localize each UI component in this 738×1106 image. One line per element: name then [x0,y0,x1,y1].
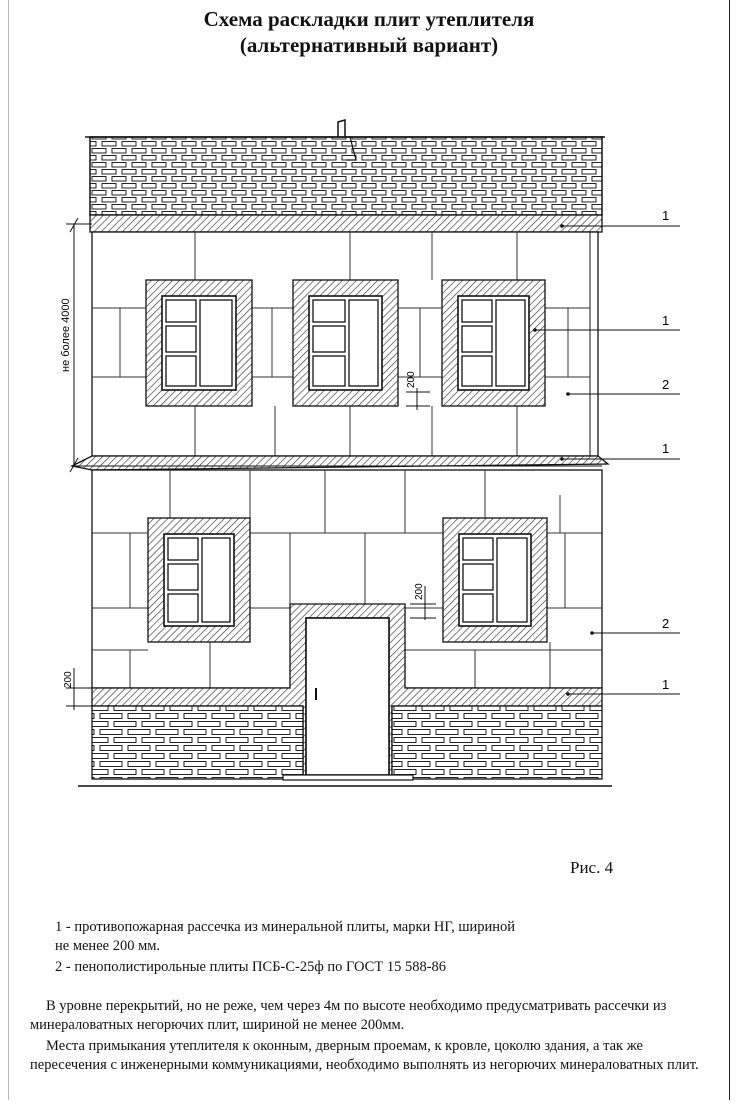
window-lower-right [443,518,547,642]
drawing-title: Схема раскладки плит утеплителя [203,7,535,31]
upper-floor-wall [92,232,598,456]
note-paragraph-2: Места примыкания утеплителя к оконным, дверным проемам, к кровле, цоколю здания, а так же пересечения с инженерными коммуникациями, необходимо выполнять из негорючих минераловатных плит. [30,1038,699,1073]
drawing-subtitle: (альтернативный вариант) [239,33,499,57]
window-upper-middle [293,280,398,406]
callout-1-floor: 1 [662,441,670,456]
dimension-plinth-label: 200 [63,671,74,688]
firebreak-floor [72,456,608,470]
dimension-window-gap-lower-label: 200 [414,583,425,600]
callout-2-upper: 2 [662,377,670,392]
window-upper-right [442,280,545,406]
figure-label: Рис. 4 [570,858,614,877]
legend-item-2: 2 - пенополистирольные плиты ПСБ-С-25ф по ГОСТ 15 588-86 [55,959,447,975]
dimension-window-gap-upper-label: 200 [406,371,417,388]
legend-item-1-continuation: не менее 200 мм. [55,938,161,954]
callout-1-roof: 1 [662,208,670,223]
window-upper-left [146,280,252,406]
firebreak-top [90,215,602,232]
callout-1-window: 1 [662,313,670,328]
chimney [338,120,345,137]
note-paragraph-1: В уровне перекрытий, но не реже, чем через 4м по высоте необходимо предусматривать рассечки из минераловатных негорючих плит, шириной не менее 200мм. [30,998,667,1033]
roof [85,120,605,215]
legend-item-1: 1 - противопожарная рассечка из минеральной плиты, марки НГ, шириной [55,919,516,935]
dimension-height-label: не более 4000 [60,298,72,372]
window-lower-left [148,518,250,642]
callout-2-lower: 2 [662,616,670,631]
callout-1-plinth: 1 [662,677,670,692]
